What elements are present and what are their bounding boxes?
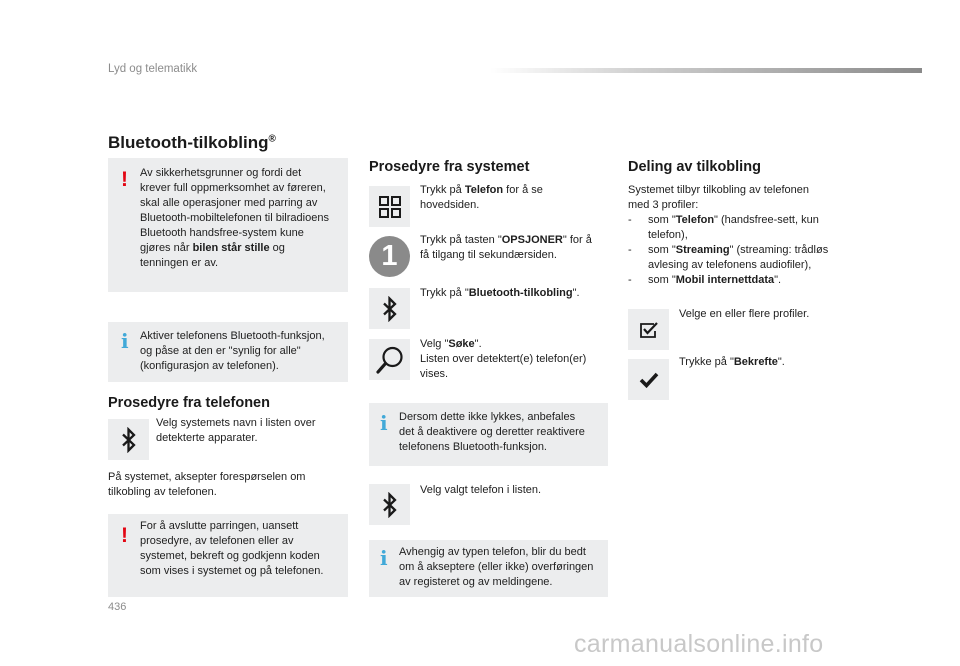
text-line: Trykk på tasten "OPSJONER" for å (420, 234, 592, 246)
text-line: skal alle operasjoner med parring av (140, 197, 318, 209)
warning-box-safety (108, 158, 348, 292)
text-line: hovedsiden. (420, 199, 480, 211)
phone-step-select (156, 416, 346, 446)
page-title-text: Bluetooth-tilkobling (108, 133, 269, 152)
text-line: Trykk på Telefon for å se (420, 184, 543, 196)
registered-mark: ® (268, 133, 276, 145)
system-step-phone (420, 183, 605, 213)
text-line: systemet, bekreft og godkjenn koden (140, 550, 320, 562)
text-line: og påse at den er "synlig for alle" (140, 345, 301, 357)
heading-phone-procedure: Prosedyre fra telefonen (108, 395, 270, 411)
text-line: prosedyre, av telefonen eller av (140, 535, 294, 547)
bluetooth-icon (122, 427, 136, 453)
text-line: Trykk på "Bluetooth-tilkobling". (420, 287, 580, 299)
info-icon: i (380, 411, 388, 435)
text-line: vises. (420, 368, 449, 380)
accept-request-text (108, 470, 348, 500)
bluetooth-icon-box (369, 484, 410, 525)
check-icon (639, 372, 659, 388)
system-step-options (420, 233, 605, 263)
info-icon: i (380, 546, 388, 570)
warning-box-pairing (108, 514, 348, 597)
share-step-select-profiles: Velge en eller flere profiler. (679, 308, 810, 320)
text-line: av registeret og av meldingene. (399, 576, 553, 588)
info-box-accept-transfer (369, 540, 608, 597)
text-line: tenningen er av. (140, 257, 219, 269)
info-text (399, 545, 605, 590)
text-line: Systemet tilbyr tilkobling av telefonen (628, 184, 809, 196)
text-line: Bluetooth-mobiltelefonen til bilradioens (140, 212, 329, 224)
page-title (108, 133, 276, 153)
bluetooth-icon (383, 492, 397, 518)
system-step-select-phone: Velg valgt telefon i listen. (420, 484, 542, 496)
bluetooth-icon-box (369, 288, 410, 329)
text-line: Avhengig av typen telefon, blir du bedt (399, 546, 586, 558)
profile-list (628, 213, 843, 288)
text-line: Bluetooth handsfree-system kune (140, 227, 304, 239)
checkbox-icon-box (628, 309, 669, 350)
check-icon-box (628, 359, 669, 400)
system-step-bluetooth (420, 286, 605, 301)
header-rule (490, 68, 922, 73)
search-icon-box (369, 339, 410, 380)
text-line: telefonens Bluetooth-funksjon. (399, 441, 547, 453)
text-line: det å deaktivere og deretter reaktivere (399, 426, 585, 438)
grid-icon (379, 196, 401, 218)
profile-item-telefon: - som "Telefon" (handsfree-sett, kun telefon), (628, 213, 843, 243)
text-line: krever full oppmerksomhet av føreren, (140, 182, 326, 194)
info-text (140, 329, 345, 374)
text-line: Aktiver telefonens Bluetooth-funksjon, (140, 330, 325, 342)
text-line: få tilgang til sekundærsiden. (420, 249, 557, 261)
text-line: gjøres når bilen står stille og (140, 242, 285, 254)
search-icon (375, 345, 405, 375)
heading-system-procedure: Prosedyre fra systemet (369, 159, 530, 175)
text-line: detekterte apparater. (156, 432, 258, 444)
checkbox-icon (639, 321, 659, 339)
info-text (399, 410, 605, 455)
text-line: som vises i systemet og på telefonen. (140, 565, 324, 577)
text-line: (konfigurasjon av telefonen). (140, 360, 279, 372)
text-line: Av sikkerhetsgrunner og fordi det (140, 167, 302, 179)
profile-item-mobile-data: - som "Mobil internettdata". (628, 273, 843, 288)
heading-share-connection: Deling av tilkobling (628, 159, 761, 175)
warning-icon: ! (121, 168, 128, 191)
warning-icon: ! (121, 524, 128, 547)
system-step-search (420, 337, 605, 382)
step-number-badge (369, 236, 410, 277)
info-box-activate-bluetooth (108, 322, 348, 382)
step-number: 1 (381, 240, 398, 272)
info-icon: i (121, 329, 129, 353)
text-line: Listen over detektert(e) telefon(er) (420, 353, 587, 365)
text-line: For å avslutte parringen, uansett (140, 520, 299, 532)
text-line: tilkobling av telefonen. (108, 486, 217, 498)
info-box-reactivate (369, 403, 608, 466)
section-header: Lyd og telematikk (108, 63, 198, 75)
text-line: om å akseptere (eller ikke) overføringen (399, 561, 594, 573)
text-line: Velg "Søke". (420, 338, 482, 350)
warning-text (140, 166, 345, 271)
warning-text (140, 519, 345, 579)
profiles-intro (628, 183, 838, 213)
text-line: På systemet, aksepter forespørselen om (108, 471, 306, 483)
text-line: med 3 profiler: (628, 199, 699, 211)
grid-icon-box (369, 186, 410, 227)
bluetooth-icon-box (108, 419, 149, 460)
profile-item-streaming: - som "Streaming" (streaming: trådløs avlesing av telefonens audiofiler), (628, 243, 843, 273)
share-step-confirm (679, 355, 869, 370)
bluetooth-icon (383, 296, 397, 322)
watermark-text: carmanualsonline.info (574, 630, 824, 658)
text-line: Dersom dette ikke lykkes, anbefales (399, 411, 576, 423)
page-number: 436 (108, 601, 127, 613)
text-line: Velg systemets navn i listen over (156, 417, 316, 429)
text-line: Trykke på "Bekrefte". (679, 356, 785, 368)
